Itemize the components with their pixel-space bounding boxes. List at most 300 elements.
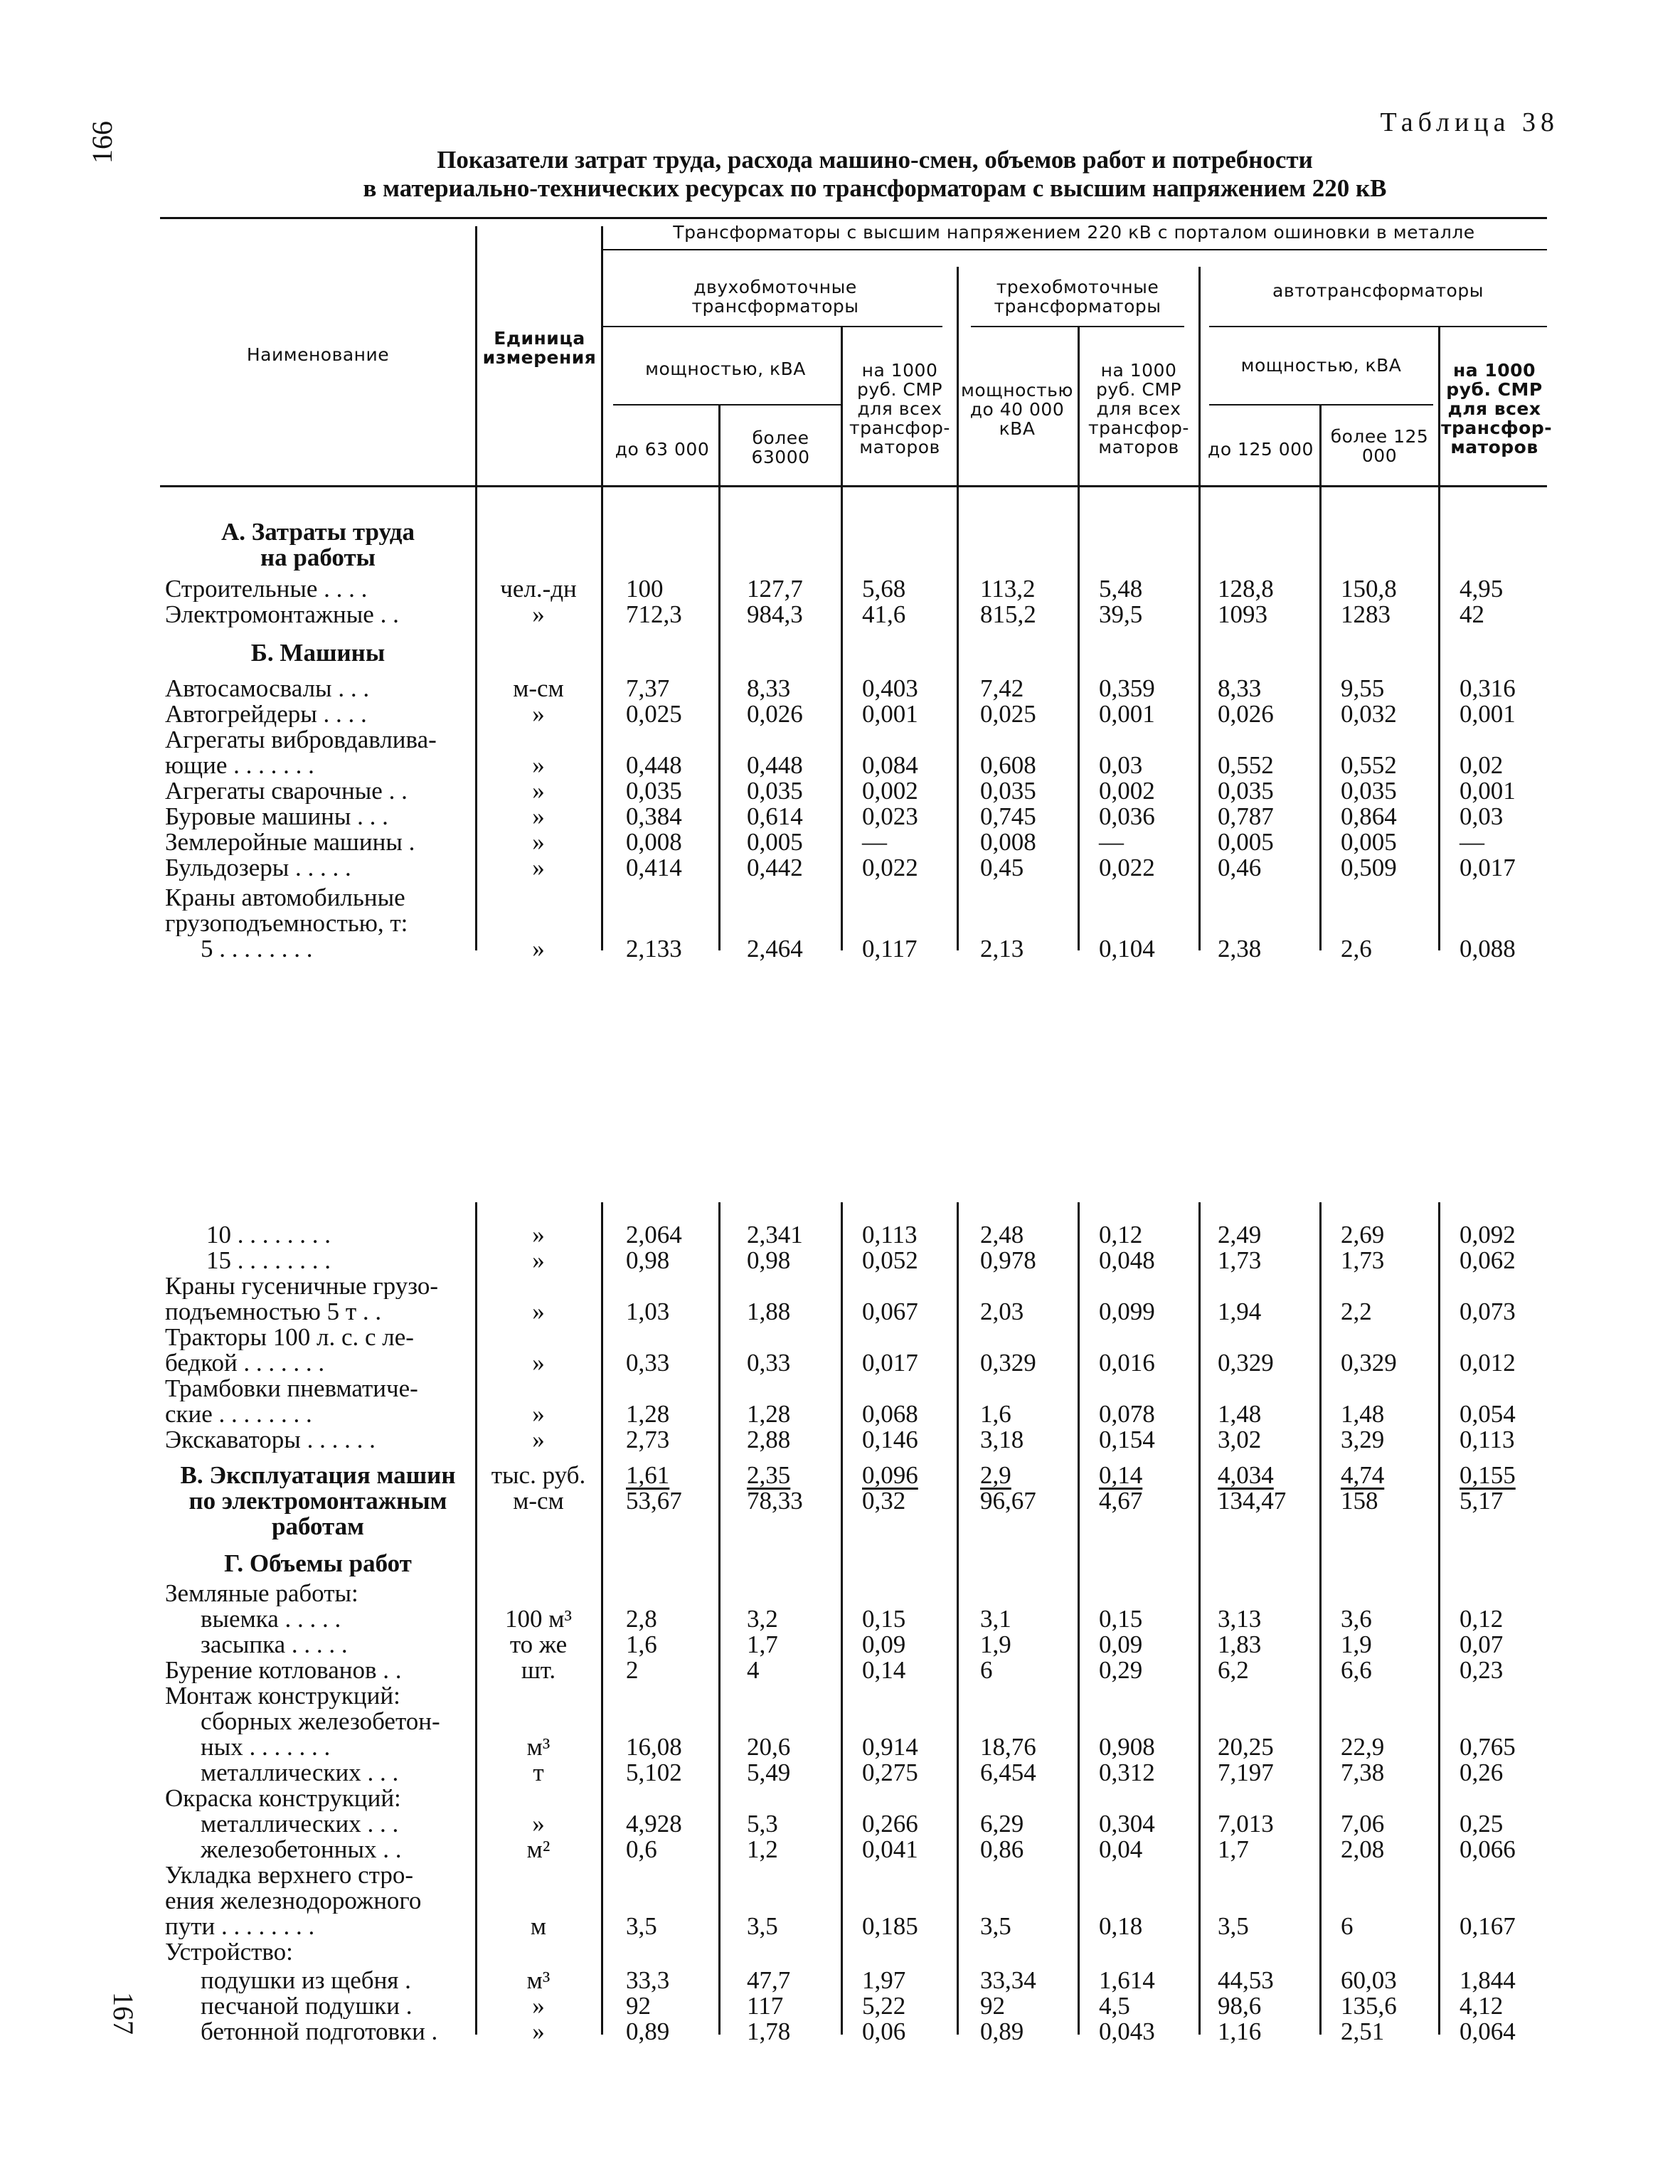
row-value: 0,359 bbox=[1099, 674, 1155, 702]
row-value: 0,18 bbox=[1099, 1912, 1143, 1940]
table-row bbox=[0, 1632, 1680, 1658]
row-value: 2,341 bbox=[747, 1221, 803, 1249]
row-name: Экскаваторы . . . . . . bbox=[165, 1427, 376, 1453]
row-value: — bbox=[1099, 828, 1124, 856]
row-value: 4,12 bbox=[1460, 1992, 1504, 2020]
row-unit: » bbox=[532, 935, 545, 963]
table-row bbox=[0, 1606, 1680, 1632]
row-value: 0,329 bbox=[1341, 1349, 1397, 1377]
row-value: 20,25 bbox=[1218, 1733, 1274, 1761]
row-value: 0,02 bbox=[1460, 751, 1504, 779]
row-value: 0,32 bbox=[862, 1487, 906, 1515]
row-value: 1,97 bbox=[862, 1966, 906, 1994]
row-value: 33,3 bbox=[626, 1966, 670, 1994]
row-value: 1,6 bbox=[980, 1400, 1011, 1428]
row-value: 0,016 bbox=[1099, 1349, 1155, 1377]
row-value: 100 bbox=[626, 575, 664, 603]
row-value: 18,76 bbox=[980, 1733, 1036, 1761]
table-row bbox=[0, 701, 1680, 727]
row-name: засыпка . . . . . bbox=[201, 1632, 348, 1658]
row-value: 113,2 bbox=[980, 575, 1036, 603]
rule-group-top bbox=[601, 249, 1547, 250]
row-name: Буровые машины . . . bbox=[165, 804, 388, 829]
row-value: 3,29 bbox=[1341, 1426, 1385, 1453]
row-value: 0,052 bbox=[862, 1246, 918, 1274]
row-value: 0,12 bbox=[1460, 1605, 1504, 1633]
row-name: Землеройные машины . bbox=[165, 829, 415, 855]
row-value: 3,5 bbox=[626, 1912, 657, 1940]
header-group-three-winding: трехобмоточные трансформаторы bbox=[994, 277, 1161, 317]
row-name: А. Затраты труда bbox=[221, 519, 415, 545]
row-value: 0,25 bbox=[1460, 1810, 1504, 1838]
row-name: железобетонных . . bbox=[201, 1837, 402, 1862]
row-value: 0,12 bbox=[1099, 1221, 1143, 1249]
row-value: 2,13 bbox=[980, 935, 1024, 963]
row-value: 0,45 bbox=[980, 854, 1024, 881]
row-value: 5,49 bbox=[747, 1759, 791, 1786]
row-value: 3,5 bbox=[1218, 1912, 1249, 1940]
row-value: 1,03 bbox=[626, 1298, 670, 1325]
header-group-two-winding: двухобмоточные трансформаторы bbox=[691, 277, 859, 317]
rule-g1-power bbox=[613, 404, 841, 405]
row-value: 2,2 bbox=[1341, 1298, 1372, 1325]
header-power-g1: мощностью, кВА bbox=[645, 359, 806, 379]
row-value: 0,073 bbox=[1460, 1298, 1516, 1325]
table-row bbox=[0, 1222, 1680, 1248]
table-row bbox=[0, 1939, 1680, 1965]
row-value: 2,08 bbox=[1341, 1835, 1385, 1863]
row-value: 0,035 bbox=[980, 777, 1036, 805]
table-row bbox=[0, 1760, 1680, 1786]
row-value: 2,49 bbox=[1218, 1221, 1262, 1249]
row-unit: » bbox=[532, 828, 545, 856]
row-name: Автогрейдеры . . . . bbox=[165, 701, 367, 727]
row-value: 4 bbox=[747, 1656, 760, 1684]
row-unit: » bbox=[532, 1992, 545, 2020]
row-value: 1283 bbox=[1341, 600, 1391, 628]
header-upto-125000: до 125 000 bbox=[1208, 439, 1314, 460]
table-row bbox=[0, 640, 1680, 666]
row-value: 0,064 bbox=[1460, 2018, 1516, 2045]
row-value: 0,154 bbox=[1099, 1426, 1155, 1453]
row-name: Краны автомобильные bbox=[165, 885, 405, 911]
row-name: Тракторы 100 л. с. с ле- bbox=[165, 1325, 414, 1350]
row-value: 0,864 bbox=[1341, 802, 1397, 830]
table-row bbox=[0, 1427, 1680, 1453]
row-value: 0,312 bbox=[1099, 1759, 1155, 1786]
table-row bbox=[0, 727, 1680, 753]
row-value: 5,22 bbox=[862, 1992, 906, 2020]
row-value: 0,316 bbox=[1460, 674, 1516, 702]
row-value: 0,117 bbox=[862, 935, 918, 963]
table-row bbox=[0, 753, 1680, 778]
row-name: по электромонтажным bbox=[188, 1488, 447, 1514]
row-value: 1,73 bbox=[1218, 1246, 1262, 1274]
row-value: 2,464 bbox=[747, 935, 803, 963]
row-value: 0,104 bbox=[1099, 935, 1155, 963]
row-value: 0,414 bbox=[626, 854, 682, 881]
row-value: 0,032 bbox=[1341, 700, 1397, 728]
row-value: 1,844 bbox=[1460, 1966, 1516, 1994]
row-value: 0,329 bbox=[1218, 1349, 1274, 1377]
table-row bbox=[0, 602, 1680, 627]
row-value: 1093 bbox=[1218, 600, 1267, 628]
row-value: 0,022 bbox=[862, 854, 918, 881]
row-value: 0,023 bbox=[862, 802, 918, 830]
row-value: 2,6 bbox=[1341, 935, 1372, 963]
row-value: 3,02 bbox=[1218, 1426, 1262, 1453]
row-name: 15 . . . . . . . . bbox=[206, 1248, 331, 1273]
title-line-2: в материально-технических ресурсах по трансформаторам с высшим напряжением 220 кВ bbox=[363, 174, 1387, 202]
table-row bbox=[0, 1837, 1680, 1862]
row-value: 5,68 bbox=[862, 575, 906, 603]
table-row bbox=[0, 1993, 1680, 2019]
row-value: 20,6 bbox=[747, 1733, 791, 1761]
row-value: 0,084 bbox=[862, 751, 918, 779]
row-unit: » bbox=[532, 2018, 545, 2045]
row-unit: т bbox=[533, 1759, 544, 1786]
row-value: 0,6 bbox=[626, 1835, 657, 1863]
row-value: 0,09 bbox=[1099, 1631, 1143, 1658]
row-value: 117 bbox=[747, 1992, 784, 2020]
row-value: 0,442 bbox=[747, 854, 803, 881]
row-value: 0,092 bbox=[1460, 1221, 1516, 1249]
table-row bbox=[0, 1862, 1680, 1888]
row-value: 47,7 bbox=[747, 1966, 791, 1994]
row-value: 1,2 bbox=[747, 1835, 778, 1863]
row-value: 0,002 bbox=[1099, 777, 1155, 805]
table-row bbox=[0, 1488, 1680, 1514]
row-value: 0,067 bbox=[862, 1298, 918, 1325]
row-value: 1,78 bbox=[747, 2018, 791, 2045]
row-value: 0,23 bbox=[1460, 1656, 1504, 1684]
row-value: 0,89 bbox=[980, 2018, 1024, 2045]
table-row bbox=[0, 1273, 1680, 1299]
row-value: 0,914 bbox=[862, 1733, 918, 1761]
row-value: 0,043 bbox=[1099, 2018, 1155, 2045]
header-group-auto: автотрансформаторы bbox=[1272, 280, 1484, 301]
row-value: 0,06 bbox=[862, 2018, 906, 2045]
row-value: 0,155 bbox=[1460, 1461, 1516, 1489]
row-unit: » bbox=[532, 600, 545, 628]
row-value: 0,403 bbox=[862, 674, 918, 702]
row-value: 33,34 bbox=[980, 1966, 1036, 1994]
row-value: 5,17 bbox=[1460, 1487, 1504, 1515]
row-value: 0,005 bbox=[1341, 828, 1397, 856]
row-value: 0,001 bbox=[862, 700, 918, 728]
row-value: 2,69 bbox=[1341, 1221, 1385, 1249]
row-value: 0,068 bbox=[862, 1400, 918, 1428]
table-row bbox=[0, 1709, 1680, 1734]
row-unit: тыс. руб. bbox=[491, 1461, 586, 1489]
row-unit: » bbox=[532, 1426, 545, 1453]
row-value: 0,07 bbox=[1460, 1631, 1504, 1658]
row-value: 0,001 bbox=[1099, 700, 1155, 728]
row-value: 0,035 bbox=[1341, 777, 1397, 805]
row-value: 0,012 bbox=[1460, 1349, 1516, 1377]
row-value: 0,608 bbox=[980, 751, 1036, 779]
row-value: 0,036 bbox=[1099, 802, 1155, 830]
row-value: 6 bbox=[980, 1656, 993, 1684]
row-value: 2,38 bbox=[1218, 935, 1262, 963]
header-power-g3: мощностью, кВА bbox=[1240, 355, 1402, 376]
row-value: 7,37 bbox=[626, 674, 670, 702]
row-value: 150,8 bbox=[1341, 575, 1397, 603]
row-value: 0,026 bbox=[1218, 700, 1274, 728]
row-value: 6,6 bbox=[1341, 1656, 1372, 1684]
row-name: ных . . . . . . . bbox=[201, 1734, 331, 1760]
row-value: 39,5 bbox=[1099, 600, 1143, 628]
row-value: 1,6 bbox=[626, 1631, 657, 1658]
row-value: 16,08 bbox=[626, 1733, 682, 1761]
row-value: 8,33 bbox=[747, 674, 791, 702]
table-row bbox=[0, 1376, 1680, 1401]
row-value: 0,448 bbox=[747, 751, 803, 779]
row-value: 0,146 bbox=[862, 1426, 918, 1453]
row-value: 0,005 bbox=[1218, 828, 1274, 856]
row-name: Краны гусеничные грузо- bbox=[165, 1273, 438, 1299]
row-unit: 100 м³ bbox=[505, 1605, 572, 1633]
row-value: 1,83 bbox=[1218, 1631, 1262, 1658]
row-value: 0,167 bbox=[1460, 1912, 1516, 1940]
header-per1000-g2: на 1000 руб. СМР для всех трансфор-маторов bbox=[1088, 360, 1189, 457]
row-value: 815,2 bbox=[980, 600, 1036, 628]
row-unit: » bbox=[532, 1810, 545, 1838]
row-name: Агрегаты вибровдавлива- bbox=[165, 727, 437, 753]
row-name: металлических . . . bbox=[201, 1760, 399, 1786]
row-name: ющие . . . . . . . bbox=[165, 753, 314, 778]
page-number-top: 166 bbox=[86, 121, 118, 164]
row-value: 3,18 bbox=[980, 1426, 1024, 1453]
row-name: Устройство: bbox=[165, 1939, 293, 1965]
row-value: 2,8 bbox=[626, 1605, 657, 1633]
row-unit: м² bbox=[526, 1835, 551, 1863]
row-value: 0,266 bbox=[862, 1810, 918, 1838]
row-value: 6,454 bbox=[980, 1759, 1036, 1786]
row-value: 0,275 bbox=[862, 1759, 918, 1786]
row-value: 0,025 bbox=[626, 700, 682, 728]
row-name: Бульдозеры . . . . . bbox=[165, 855, 351, 881]
row-value: 92 bbox=[980, 1992, 1005, 2020]
row-value: 0,062 bbox=[1460, 1246, 1516, 1274]
rule-top bbox=[160, 217, 1547, 219]
row-value: 2 bbox=[626, 1656, 639, 1684]
row-value: 1,48 bbox=[1341, 1400, 1385, 1428]
row-value: 0,614 bbox=[747, 802, 803, 830]
table-row bbox=[0, 911, 1680, 936]
row-value: 0,03 bbox=[1099, 751, 1143, 779]
row-value: 98,6 bbox=[1218, 1992, 1262, 2020]
row-name: Б. Машины bbox=[250, 640, 386, 666]
row-value: 6,29 bbox=[980, 1810, 1024, 1838]
header-top-group: Трансформаторы с высшим напряжением 220 кВ с порталом ошиновки в металле bbox=[673, 222, 1475, 243]
table-row bbox=[0, 1299, 1680, 1325]
row-unit: » bbox=[532, 777, 545, 805]
row-value: 2,73 bbox=[626, 1426, 670, 1453]
row-name: грузоподъемностью, т: bbox=[165, 911, 408, 936]
row-value: 158 bbox=[1341, 1487, 1378, 1515]
row-name: Укладка верхнего стро- bbox=[165, 1862, 414, 1888]
table-row bbox=[0, 885, 1680, 911]
row-name: Электромонтажные . . bbox=[165, 602, 399, 627]
header-unit: Единица измерения bbox=[482, 328, 597, 368]
row-value: 0,066 bbox=[1460, 1835, 1516, 1863]
row-value: 92 bbox=[626, 1992, 651, 2020]
row-value: 0,304 bbox=[1099, 1810, 1155, 1838]
row-value: 128,8 bbox=[1218, 575, 1274, 603]
table-row bbox=[0, 804, 1680, 829]
row-value: 5,3 bbox=[747, 1810, 778, 1838]
row-value: 0,745 bbox=[980, 802, 1036, 830]
row-value: 7,38 bbox=[1341, 1759, 1385, 1786]
table-row bbox=[0, 1683, 1680, 1709]
row-name: Трамбовки пневматиче- bbox=[165, 1376, 418, 1401]
row-value: 0,552 bbox=[1218, 751, 1274, 779]
row-value: 9,55 bbox=[1341, 674, 1385, 702]
row-name: Бурение котлованов . . bbox=[165, 1658, 402, 1683]
table-row bbox=[0, 1551, 1680, 1576]
row-unit: м-см bbox=[513, 674, 564, 702]
table-row bbox=[0, 1325, 1680, 1350]
row-value: 0,33 bbox=[626, 1349, 670, 1377]
row-value: 0,078 bbox=[1099, 1400, 1155, 1428]
table-label: Таблица 38 bbox=[1380, 107, 1559, 137]
row-value: 0,017 bbox=[1460, 854, 1516, 881]
row-value: 0,509 bbox=[1341, 854, 1397, 881]
row-value: 0,054 bbox=[1460, 1400, 1516, 1428]
row-value: 0,001 bbox=[1460, 700, 1516, 728]
row-value: 0,978 bbox=[980, 1246, 1036, 1274]
row-value: 0,14 bbox=[1099, 1461, 1143, 1489]
row-value: 42 bbox=[1460, 600, 1484, 628]
table-row bbox=[0, 1914, 1680, 1939]
row-unit: » bbox=[532, 1349, 545, 1377]
header-per1000-g1: на 1000 руб. СМР для всех трансфор-маторов bbox=[849, 360, 950, 457]
rule-g1 bbox=[601, 326, 942, 327]
row-value: 7,06 bbox=[1341, 1810, 1385, 1838]
table-row bbox=[0, 1514, 1680, 1539]
row-name: В. Эксплуатация машин bbox=[180, 1463, 456, 1488]
row-value: 0,048 bbox=[1099, 1246, 1155, 1274]
row-value: 0,099 bbox=[1099, 1298, 1155, 1325]
row-value: 7,197 bbox=[1218, 1759, 1274, 1786]
header-over-63000: более 63000 bbox=[751, 428, 810, 467]
row-value: 3,6 bbox=[1341, 1605, 1372, 1633]
row-value: 2,48 bbox=[980, 1221, 1024, 1249]
row-value: 78,33 bbox=[747, 1487, 803, 1515]
row-value: 0,384 bbox=[626, 802, 682, 830]
row-value: 0,552 bbox=[1341, 751, 1397, 779]
row-name: пути . . . . . . . . bbox=[165, 1914, 315, 1939]
row-value: 0,04 bbox=[1099, 1835, 1143, 1863]
row-name: Монтаж конструкций: bbox=[165, 1683, 400, 1709]
row-value: 0,86 bbox=[980, 1835, 1024, 1863]
header-name: Наименование bbox=[246, 344, 390, 365]
table-row bbox=[0, 1786, 1680, 1811]
row-value: 0,008 bbox=[626, 828, 682, 856]
table-row bbox=[0, 1658, 1680, 1683]
row-value: 0,14 bbox=[862, 1656, 906, 1684]
row-name: металлических . . . bbox=[201, 1811, 399, 1837]
row-value: 3,13 bbox=[1218, 1605, 1262, 1633]
row-unit: » bbox=[532, 1400, 545, 1428]
table-row bbox=[0, 1463, 1680, 1488]
row-value: — bbox=[1460, 828, 1484, 856]
row-value: 4,74 bbox=[1341, 1461, 1385, 1489]
rule-header-bottom bbox=[160, 485, 1547, 487]
row-name: подушки из щебня . bbox=[201, 1968, 411, 1993]
row-value: 2,064 bbox=[626, 1221, 682, 1249]
row-value: 0,787 bbox=[1218, 802, 1274, 830]
row-value: 0,026 bbox=[747, 700, 803, 728]
rule-g3 bbox=[1209, 326, 1547, 327]
row-name: 10 . . . . . . . . bbox=[206, 1222, 331, 1248]
row-unit: » bbox=[532, 700, 545, 728]
table-row bbox=[0, 855, 1680, 881]
header-power-g2: мощностью до 40 000 кВА bbox=[961, 380, 1073, 439]
row-value: 2,35 bbox=[747, 1461, 791, 1489]
row-value: — bbox=[862, 828, 887, 856]
row-value: 0,03 bbox=[1460, 802, 1504, 830]
table-row bbox=[0, 1401, 1680, 1427]
row-value: 712,3 bbox=[626, 600, 682, 628]
row-unit: » bbox=[532, 751, 545, 779]
row-unit: шт. bbox=[521, 1656, 556, 1684]
row-name: 5 . . . . . . . . bbox=[201, 936, 313, 962]
row-value: 2,51 bbox=[1341, 2018, 1385, 2045]
table-row bbox=[0, 2019, 1680, 2045]
row-unit: м³ bbox=[526, 1733, 551, 1761]
row-unit: то же bbox=[509, 1631, 568, 1658]
row-name: выемка . . . . . bbox=[201, 1606, 341, 1632]
table-row bbox=[0, 545, 1680, 571]
row-value: 0,15 bbox=[1099, 1605, 1143, 1633]
row-value: 0,022 bbox=[1099, 854, 1155, 881]
row-value: 984,3 bbox=[747, 600, 803, 628]
row-name: Земляные работы: bbox=[165, 1581, 358, 1606]
row-value: 0,89 bbox=[626, 2018, 670, 2045]
header-over-125000: более 125 000 bbox=[1330, 426, 1429, 466]
row-value: 0,26 bbox=[1460, 1759, 1504, 1786]
row-value: 53,67 bbox=[626, 1487, 682, 1515]
row-value: 41,6 bbox=[862, 600, 906, 628]
table-row bbox=[0, 1734, 1680, 1760]
row-name: Строительные . . . . bbox=[165, 576, 368, 602]
table-row bbox=[0, 936, 1680, 962]
row-value: 1,28 bbox=[626, 1400, 670, 1428]
row-unit: чел.-дн bbox=[500, 575, 577, 603]
row-value: 0,98 bbox=[747, 1246, 791, 1274]
row-unit: » bbox=[532, 802, 545, 830]
row-name: ения железнодорожного bbox=[165, 1888, 422, 1914]
table-title bbox=[270, 146, 1479, 203]
row-name: Автосамосвалы . . . bbox=[165, 676, 370, 701]
row-value: 4,928 bbox=[626, 1810, 682, 1838]
row-value: 5,102 bbox=[626, 1759, 682, 1786]
row-value: 8,33 bbox=[1218, 674, 1262, 702]
row-unit: » bbox=[532, 1246, 545, 1274]
row-value: 1,61 bbox=[626, 1461, 670, 1489]
row-value: 0,908 bbox=[1099, 1733, 1155, 1761]
row-value: 0,017 bbox=[862, 1349, 918, 1377]
title-line-1: Показатели затрат труда, расхода машино-смен, объемов работ и потребности bbox=[437, 146, 1313, 174]
row-value: 0,008 bbox=[980, 828, 1036, 856]
row-value: 1,73 bbox=[1341, 1246, 1385, 1274]
row-value: 0,33 bbox=[747, 1349, 791, 1377]
row-value: 60,03 bbox=[1341, 1966, 1397, 1994]
row-value: 4,95 bbox=[1460, 575, 1504, 603]
row-value: 135,6 bbox=[1341, 1992, 1397, 2020]
